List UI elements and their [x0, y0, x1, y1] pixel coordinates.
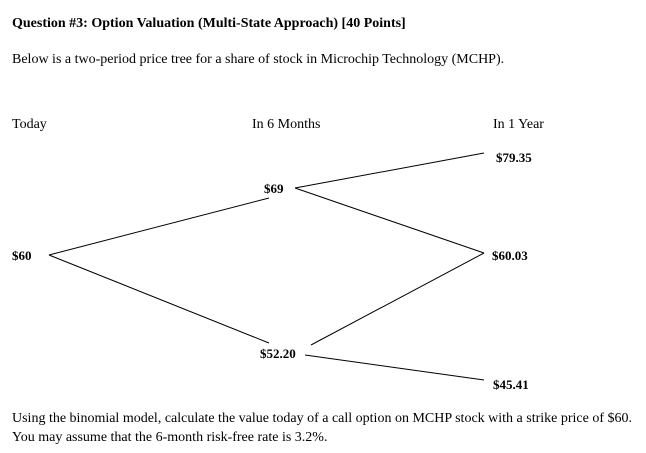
node-today: $60: [12, 248, 32, 263]
question-title: Question #3: Option Valuation (Multi-State Approach) [40 Points]: [12, 16, 406, 31]
node-up-up: $79.35: [496, 150, 532, 165]
node-up: $69: [264, 181, 284, 196]
edge-sd-sud: [311, 253, 484, 345]
edge-su-suu: [295, 153, 484, 188]
edge-s0-su: [49, 198, 269, 255]
header-six-months: In 6 Months: [252, 117, 321, 132]
question-prompt: Using the binomial model, calculate the value today of a call option on MCHP stock with a strike price of $60. You may assume that the 6-month risk-free rate is 3.2%.: [12, 411, 633, 445]
header-one-year: In 1 Year: [493, 117, 544, 132]
header-today: Today: [12, 117, 47, 132]
edge-su-sud: [295, 188, 484, 253]
edge-sd-sdd: [305, 355, 484, 380]
question-intro: Below is a two-period price tree for a share of stock in Microchip Technology (MCHP).: [12, 52, 505, 67]
node-down-down: $45.41: [493, 377, 529, 392]
node-up-down: $60.03: [492, 248, 528, 263]
edge-s0-sd: [49, 255, 269, 343]
node-down: $52.20: [260, 346, 296, 361]
